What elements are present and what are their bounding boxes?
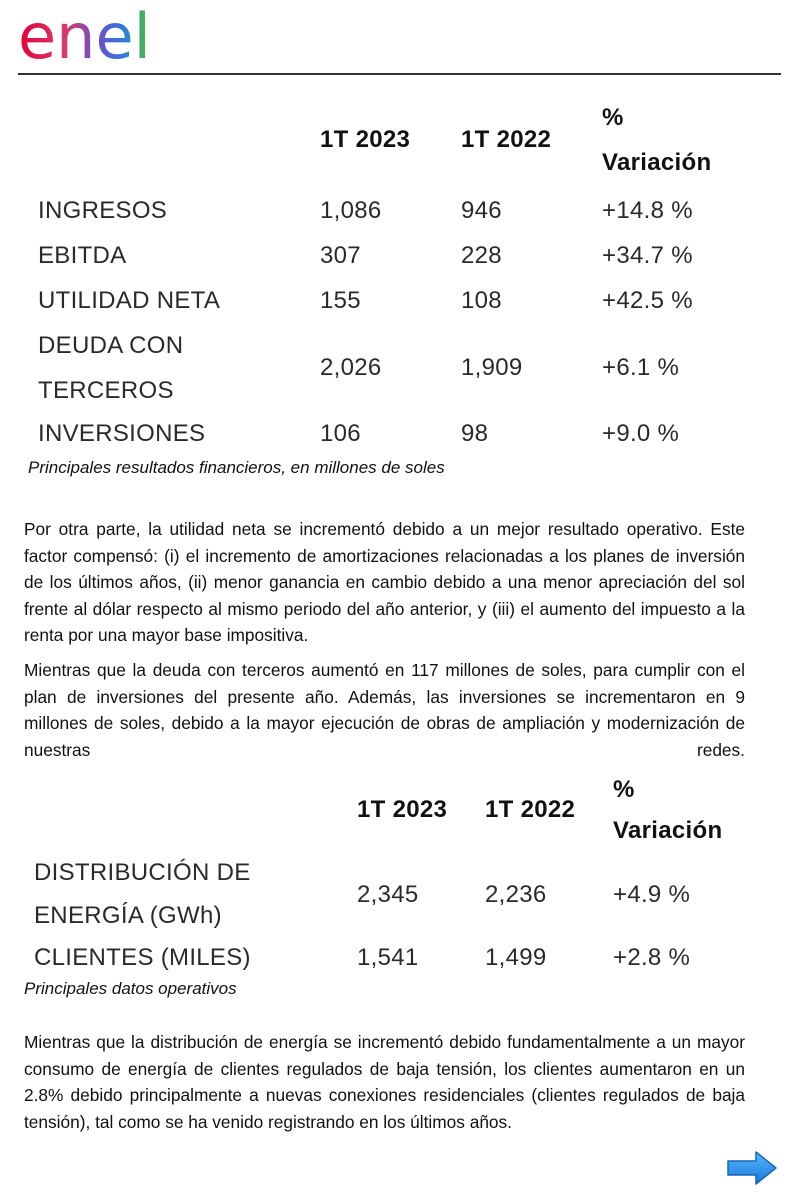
value-2023: 106	[320, 420, 361, 447]
row-label: EBITDA	[38, 242, 127, 269]
table-row	[38, 322, 778, 412]
logo-wordmark: enel	[18, 6, 151, 66]
table-row	[38, 190, 778, 234]
variation: +9.0 %	[602, 420, 680, 447]
value-2022: 946	[461, 197, 502, 224]
variation: +4.9 %	[613, 881, 691, 908]
header-percent: %	[602, 104, 624, 131]
variation: +2.8 %	[613, 944, 691, 971]
value-2022: 1,499	[485, 944, 547, 971]
value-2022: 228	[461, 242, 502, 269]
table-row	[34, 850, 774, 940]
table-row	[38, 234, 778, 278]
value-2023: 2,345	[357, 881, 419, 908]
table-row	[38, 278, 778, 322]
row-label-line1: DEUDA CON	[38, 332, 184, 359]
table-header-row	[34, 770, 774, 850]
row-label-line2: ENERGÍA (GWh)	[34, 902, 222, 929]
arrow-right-icon[interactable]	[726, 1150, 778, 1186]
header-1t2023: 1T 2023	[357, 796, 448, 823]
header-divider	[18, 73, 781, 75]
row-label-line2: TERCEROS	[38, 377, 174, 404]
value-2022: 2,236	[485, 881, 547, 908]
header-variacion: Variación	[613, 817, 723, 844]
variation: +34.7 %	[602, 242, 693, 269]
paragraph-net-income: Por otra parte, la utilidad neta se incrementó debido a un mejor resultado operativo. Este factor compensó: (i) el incremento de amortizaciones relacionadas a los planes de inversión de los últimos años, (ii) menor ganancia en cambio debido a una menor apreciación del sol frente al dólar respecto al mismo periodo del año anterior, y (iii) el aumento del impuesto a la renta por una mayor base impositiva.	[24, 519, 745, 645]
value-2023: 1,541	[357, 944, 419, 971]
row-label: CLIENTES (MILES)	[34, 944, 251, 971]
value-2023: 307	[320, 242, 361, 269]
header-1t2022: 1T 2022	[485, 796, 576, 823]
operational-data-table	[34, 770, 774, 984]
header-variacion: Variación	[602, 149, 712, 176]
financial-table-caption: Principales resultados financieros, en millones de soles	[28, 458, 445, 477]
paragraph-debt-investments: Mientras que la deuda con terceros aumentó en 117 millones de soles, para cumplir con el plan de inversiones del presente año. Además, las inversiones se incrementaron en 9 millones de soles, debido a la mayor ejecución de obras de ampliación y modernización de nuestras redes.	[24, 660, 745, 760]
value-2022: 1,909	[461, 354, 523, 381]
header-1t2023: 1T 2023	[320, 126, 411, 153]
table-row	[38, 412, 778, 456]
header-percent: %	[613, 776, 635, 803]
value-2022: 98	[461, 420, 489, 447]
variation: +14.8 %	[602, 197, 693, 224]
value-2022: 108	[461, 287, 502, 314]
row-label: INGRESOS	[38, 197, 168, 224]
header-1t2022: 1T 2022	[461, 126, 552, 153]
row-label-line1: DISTRIBUCIÓN DE	[34, 859, 251, 886]
variation: +42.5 %	[602, 287, 693, 314]
value-2023: 1,086	[320, 197, 382, 224]
financial-results-table	[38, 100, 778, 456]
enel-logo	[18, 6, 183, 66]
table-header-row	[38, 100, 778, 190]
value-2023: 2,026	[320, 354, 382, 381]
table-row	[34, 940, 774, 984]
variation: +6.1 %	[602, 354, 680, 381]
operational-table-caption: Principales datos operativos	[24, 979, 237, 998]
value-2023: 155	[320, 287, 361, 314]
row-label: UTILIDAD NETA	[38, 287, 221, 314]
paragraph-energy-clients: Mientras que la distribución de energía se incrementó debido fundamentalmente a un mayor consumo de energía de clientes regulados de baja tensión, los clientes aumentaron en un 2.8% debido principalmente a nuevas conexiones residenciales (clientes regulados de baja tensión), tal como se ha venido registrando en los últimos años.	[24, 1032, 745, 1132]
row-label: INVERSIONES	[38, 420, 206, 447]
